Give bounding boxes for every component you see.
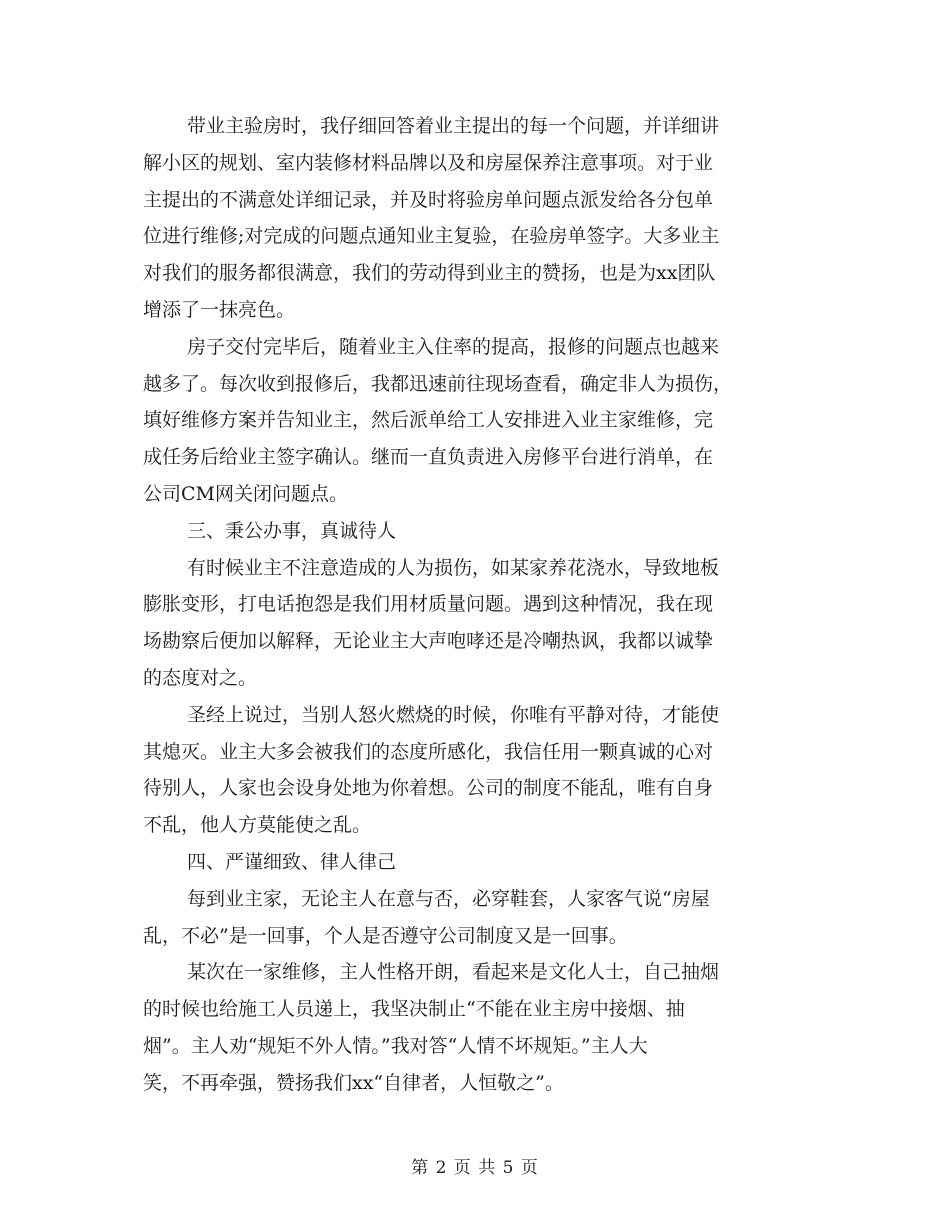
text-line: 有时候业主不注意造成的人为损伤，如某家养花浇水，导致地板 bbox=[187, 556, 720, 579]
section-heading bbox=[143, 844, 803, 881]
paragraph bbox=[143, 881, 803, 955]
paragraph bbox=[143, 329, 803, 513]
text-line: 乱，不必”是一回事，个人是否遵守公司制度又是一回事。 bbox=[143, 924, 628, 947]
text-line: 公司CM网关闭问题点。 bbox=[143, 482, 348, 505]
text-line: 的时候也给施工人员递上，我坚决制止“不能在业主房中接烟、抽 bbox=[143, 998, 685, 1021]
text-line: 某次在一家维修，主人性格开朗，看起来是文化人士，自己抽烟 bbox=[187, 961, 720, 984]
paragraph bbox=[143, 108, 803, 329]
text-line: 主提出的不满意处详细记录，并及时将验房单问题点派发给各分包单 bbox=[143, 188, 714, 211]
text-line: 不乱，他人方莫能使之乱。 bbox=[143, 814, 372, 837]
text-line: 烟”。主人劝“规矩不外人情。”我对答“人情不坏规矩。”主人大 bbox=[143, 1034, 648, 1057]
page-number: 第 2 页 共 5 页 bbox=[411, 1158, 539, 1178]
text-line: 场勘察后便加以解释，无论业主大声咆哮还是冷嘲热讽，我都以诚挚 bbox=[143, 630, 714, 653]
text-line: 成任务后给业主签字确认。继而一直负责进入房修平台进行消单，在 bbox=[143, 446, 714, 469]
text-line: 增添了一抹亮色。 bbox=[143, 298, 296, 321]
text-line: 房子交付完毕后，随着业主入住率的提高，报修的问题点也越来 bbox=[187, 335, 720, 358]
text-line: 待别人，人家也会设身处地为你着想。公司的制度不能乱，唯有自身 bbox=[143, 777, 714, 800]
text-line: 每到业主家，无论主人在意与否，必穿鞋套，人家客气说“房屋 bbox=[187, 887, 710, 910]
text-line: 位进行维修;对完成的问题点通知业主复验，在验房单签字。大多业主 bbox=[143, 225, 720, 248]
document-body bbox=[143, 108, 803, 1102]
text-line: 解小区的规划、室内装修材料品牌以及和房屋保养注意事项。对于业 bbox=[143, 151, 714, 174]
text-line: 笑，不再牵强，赞扬我们xx“自律者，人恒敬之”。 bbox=[143, 1071, 564, 1094]
paragraph bbox=[143, 697, 803, 844]
text-line: 对我们的服务都很满意，我们的劳动得到业主的赞扬，也是为xx团队 bbox=[143, 262, 716, 285]
section-heading bbox=[143, 513, 803, 550]
text-line: 其熄灭。业主大多会被我们的态度所感化，我信任用一颗真诚的心对 bbox=[143, 740, 714, 763]
paragraph bbox=[143, 550, 803, 697]
section-heading-text: 四、严谨细致、律人律己 bbox=[187, 850, 397, 873]
text-line: 越多了。每次收到报修后，我都迅速前往现场查看，确定非人为损伤， bbox=[143, 372, 733, 395]
text-line: 膨胀变形，打电话抱怨是我们用材质量问题。遇到这种情况，我在现 bbox=[143, 593, 714, 616]
text-line: 填好维修方案并告知业主，然后派单给工人安排进入业主家维修，完 bbox=[143, 409, 714, 432]
paragraph bbox=[143, 954, 803, 1101]
text-line: 的态度对之。 bbox=[143, 666, 258, 689]
page-footer bbox=[0, 1153, 950, 1178]
text-line: 带业主验房时，我仔细回答着业主提出的每一个问题，并详细讲 bbox=[187, 115, 720, 137]
section-heading-text: 三、秉公办事，真诚待人 bbox=[187, 519, 397, 542]
text-line: 圣经上说过，当别人怒火燃烧的时候，你唯有平静对待，才能使 bbox=[187, 703, 720, 726]
